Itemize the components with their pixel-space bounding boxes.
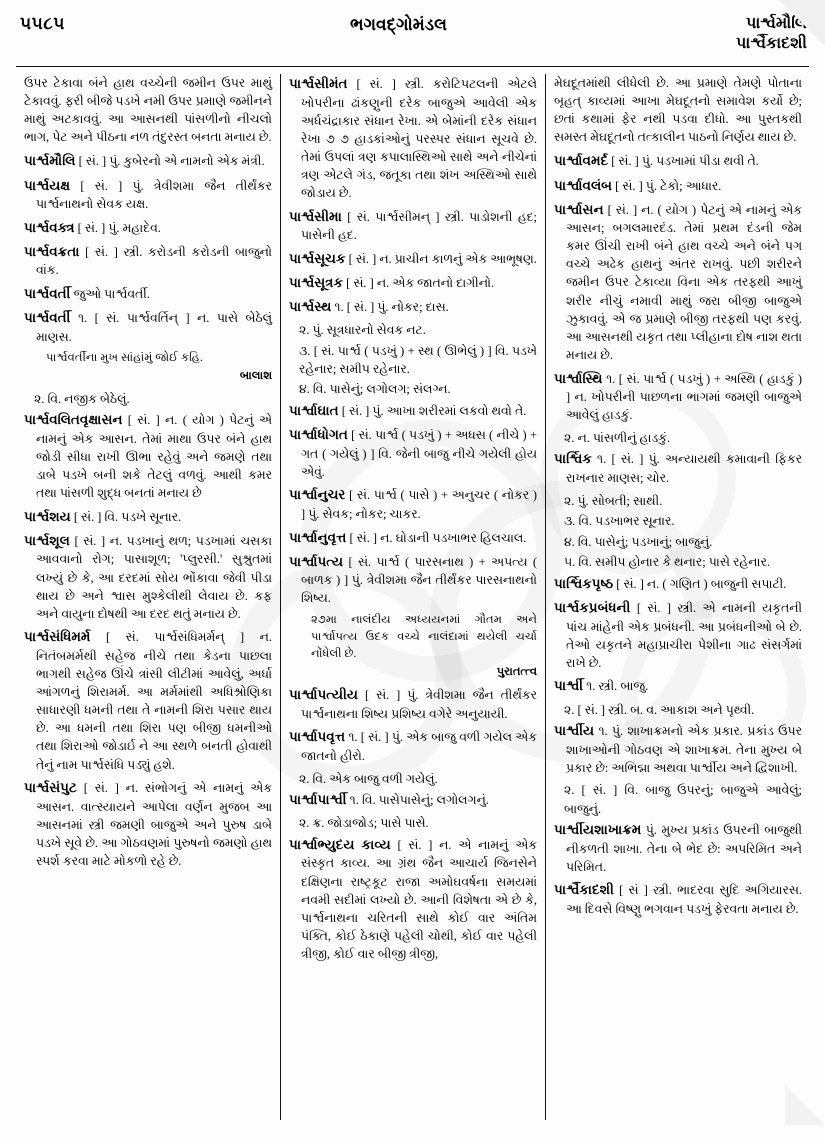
dictionary-entry: [289, 207, 537, 245]
entry-definition: [ સં. ] પું. કુબેરનો એ નામનો એક મંત્રી.: [75, 154, 265, 169]
dictionary-entry: [554, 176, 802, 196]
entry-definition: [ સં. ] ન. પ્રાચીન કાળનું એક આભૂષણ.: [345, 251, 537, 266]
entry-definition: [ સં. પાર્શ્વ ( પડખું ) + અધસ ( નીચે ) + ગત ( ગયેલું ) ] વિ. જેની બાજુ નીચે ગયેલી હોય એવું.: [301, 428, 537, 479]
dictionary-entry: [24, 308, 272, 346]
entry-headword: પાર્શ્વસંપુટ: [24, 780, 77, 796]
dictionary-entry: [289, 727, 537, 765]
dictionary-entry: [554, 151, 802, 171]
entry-definition: ૧. [ સં. ] પું. નોકર; દાસ.: [331, 300, 449, 315]
entry-definition: [ સં. પાર્શ્વસીમન્ ] સ્ત્રી. પાડોશની હદ; પાસેની હદ.: [301, 209, 537, 243]
entry-headword: પાર્શ્વિકપૃષ્ઠ: [554, 576, 614, 591]
entry-sense: ૫. વિ. સમીપ હોનાર કે થનાર; પાસે રહેનાર.: [564, 555, 770, 570]
entry-headword: પાર્શ્વાવલંબ: [554, 177, 613, 193]
dictionary-entry: [554, 880, 802, 918]
entry-headword: પાર્શ્વવર્તી: [24, 285, 71, 301]
entry-headword: પાર્શ્વીય: [554, 723, 595, 739]
entry-definition: [ સં. પાર્શ્વ ( પાસે ) + અનુચર ( નોકર ) ] પું. સેવક; નોકર; ચાકર.: [301, 488, 537, 521]
dictionary-entry: [289, 790, 537, 810]
dictionary-entry: [289, 74, 537, 202]
entry-headword: પાર્શ્વાપાર્શ્વી: [289, 792, 347, 808]
dictionary-entry: [289, 401, 537, 421]
dictionary-entry: [554, 449, 802, 487]
entry-headword: પાર્શ્વીયશાખાક્રમ: [554, 822, 642, 838]
entry-headword: પાર્શ્વયક્ષ: [24, 177, 71, 193]
entry-headword: પાર્શ્વશૂલ: [24, 532, 70, 548]
entry-sense: ૨. ન. પાંસળીનું હાડકું.: [564, 430, 671, 445]
dictionary-entry: [289, 485, 537, 523]
dictionary-entry: [24, 507, 272, 527]
dictionary-entry: [289, 273, 537, 293]
entry-sense: ૪. વિ. પાસેનું; લગોલગ; સંલગ્ન.: [299, 382, 451, 397]
entry-definition: [ સં. ] સ્ત્રી. એ નામની યકૃતની પાંચ માંહેની એક પ્રબંધની. આ પ્રબંધનીઓ બે છે. તેઓ યકૃતને મહાપ્રાચીરા પેશીના ગાઢ સંસર્ગમાં રાખે છે.: [566, 601, 802, 670]
entry-headword: પાર્શ્વશય: [24, 508, 71, 524]
entry-headword: પાર્શ્વસંધિમર્મ: [24, 629, 91, 645]
entry-headword: પાર્શ્વસીમા: [289, 208, 342, 224]
continued-paragraph: મેઘદૂતમાંથી લીધેલી છે. આ પ્રમાણે તેમણે પોતાના બૃહત્ કાવ્યમાં આખા મેઘદૂતનો સમાવેશ કર્યો છે; છતાં કથામાં ફેર નથી પડવા દીધો. આ પુસ્તકથી સમસ્ત મેઘદૂતનો તત્કાલીન પાઠનો નિર્ણય થાય છે.: [554, 76, 802, 145]
column-1: [16, 74, 281, 1120]
dictionary-entry: [554, 598, 802, 672]
entry-sense: ૨. [ સં. ] વિ. બાજુ ઉપરનું; બાજુએ આવેલું; બાજુનું.: [564, 783, 802, 816]
dictionary-entry: [24, 778, 272, 870]
entry-headword: પાર્શ્વસૂત્રક: [289, 274, 344, 290]
entry-definition: [ સં. ] ન. ઘોડાની પડખાભર હિલચાલ.: [346, 530, 527, 545]
entry-headword: પાર્શ્વાભ્યુદય કાવ્ય: [289, 836, 391, 852]
entry-definition: [ સં. ] ન. ( યોગ ) પેટનું એ નામનું એક આસન. તેમાં માથા ઉપર બંને હાથ જોડી સીધા રાખી ઊભા રહેવું અને જમણે તથા ડાબે પડખે બની શકે તેટલું વળવું. આથી કમર તથા પાંસળી શુદ્ધ બનતાં મનાય છે: [36, 413, 272, 501]
entry-headword: પાર્શ્વવલિતવૃક્ષાસન: [24, 412, 123, 428]
dictionary-entry: [554, 676, 802, 696]
entry-headword: પાર્શ્વી: [554, 678, 584, 694]
running-head-first: પાર્શ્વમૌલિ: [745, 15, 807, 32]
entry-sense: ૨. ક્ર. જોડાજોડ; પાસે પાસે.: [299, 816, 429, 831]
entry-headword: પાર્શ્વૈકાદશી: [554, 882, 614, 898]
running-headwords: [657, 14, 807, 54]
header-divider-rule: [16, 66, 809, 67]
dictionary-entry: [554, 820, 802, 876]
entry-headword: પાર્શ્વસ્થ: [289, 299, 332, 315]
entry-headword: પાર્શ્વકપ્રબંધની: [554, 600, 631, 616]
entry-headword: પાર્શ્વસૂચક: [289, 250, 346, 266]
dictionary-entry: [554, 721, 802, 777]
entry-definition: ૧. [ સં. પાર્શ્વવર્તિન્ ] ન. પાસે બેઠેલું માણસ.: [36, 310, 272, 344]
dictionary-entry: [554, 369, 802, 425]
entry-sense: ૪. વિ. પાસેનું; પડખાનું; બાજુનું.: [564, 534, 713, 549]
entry-sense: ૨. પું. સૂત્રધારનો સેવક નટ.: [299, 323, 426, 338]
dictionary-entry: [24, 284, 272, 304]
entry-definition: ૧. સ્ત્રી. બાજુ.: [583, 679, 649, 694]
citation-source: પુરાતત્ત્વ: [496, 665, 537, 678]
entry-definition: [ સં. પાર્શ્વસંધિમર્મન્ ] ન. નિતંબમર્મથી સહેજ નીચે તથા કેડના પાછલા ભાગથી સહેજ ઊંચે ત્રાંસી લીટીમાં આવેલું, અર્ધા આંગળનું શિરામર્મ. આ મર્મમાંથી અધિશ્રોણિકા સાધારણી ધમની તથા તે નામની શિરા પસાર થાય છે. આ ધમની તથા શિરા પણ બીજી ધમનીઓ તથા શિરાઓ જોડાર્ઇ ને આ સ્થળે બનતી હોવાથી તેનું નામ પાર્શ્વસંધિ પડ્યું હશે.: [36, 630, 272, 772]
entry-headword: પાર્શ્વસીમંત: [289, 76, 348, 91]
entry-definition: [ સં. ] પું. ટેકો; આધાર.: [612, 178, 722, 193]
dictionary-entry: [289, 685, 537, 723]
entry-headword: પાર્શ્વાવમર્દ: [554, 153, 609, 169]
entry-sense: ૨. [ સં. ] સ્ત્રી. બ. વ. આકાશ અને પૃથ્વી.: [564, 702, 755, 717]
dictionary-entry: [24, 218, 272, 238]
dictionary-entry: [24, 242, 272, 280]
entry-definition: [ સં. ] વિ. પડખે સૂનાર.: [70, 509, 182, 524]
entry-headword: પાર્શ્વાપત્યીય: [289, 687, 358, 703]
entry-headword: પાર્શ્વાસન: [554, 201, 604, 217]
entry-headword: પાર્શ્વાપત્ય: [289, 553, 344, 569]
dictionary-entry: [554, 200, 802, 364]
dictionary-entry: [24, 410, 272, 502]
book-title: ભગવદ્ગોમંડલ: [350, 15, 447, 34]
entry-definition: [ સં. ] ન. પડખાનું થળ; પડખામાં ચસકા આવવાનો રોગ; પાસાશૂળ; 'પ્લુરસી.' સુશ્રુતમાં લખ્યું છે કે, આ દરદમાં સોય ભોંકાવા જેવી પીડા થાય છે અને શ્વાસ મુશ્કેલીથી લેવાય છે. કફ અને વાયુના દોષથી આ દરદ થતું મનાય છે.: [36, 533, 272, 621]
entry-definition: [ સં. ] પું. પડખામાં પીડા થવી તે.: [608, 154, 759, 169]
running-head-last: પાર્શ્વૈકાદશી: [736, 35, 807, 52]
entry-headword: પાર્શ્વમૌલિ: [24, 153, 76, 169]
entry-sense: ૨. વિ. એક બાજુ વળી ગયેલું.: [299, 771, 438, 786]
entry-headword: પાર્શ્વાસ્થિ: [554, 370, 603, 386]
entry-definition: [ સં. ] સ્ત્રી. કરોડની કરોડની બાજુનો વાંક.: [36, 244, 272, 278]
dictionary-entry: [24, 531, 272, 623]
dictionary-entry: [554, 574, 802, 594]
dictionary-entry: [289, 528, 537, 548]
entry-definition: [ સં. પાર્શ્વ ( પારસનાથ ) + અપત્ય ( બાળક ) ] પું. ત્રેવીશમા જૈન તીર્થંકર પારસનાથનો શિષ્ય.: [301, 554, 537, 606]
entry-definition: [ સં ] સ્ત્રી. ભાદરવા સુદિ અગિયારસ. આ દિવસે વિષ્ણુ ભગવાન પડખું ફેરવતા મનાય છે.: [566, 883, 802, 916]
entry-definition: [ સં. ] ન. એક જાતનો દાગીનો.: [343, 275, 495, 290]
entry-definition: [ સં. ] પું. મહાદેવ.: [74, 220, 161, 235]
entry-definition: ૧. [ સં. ] પું. અન્યાયથી કમાવાની ફિકર રાખનાર માણસ; ચોર.: [566, 452, 802, 485]
entry-citation: પાર્શ્વવર્તીના મુખ સાંહાંમું જોઈ કહિ.: [46, 351, 203, 365]
entry-headword: પાર્શ્વાધોગત: [289, 427, 348, 443]
entry-definition: ૧. પું. શાખાક્રમનો એક પ્રકાર. પ્રકાંડ ઉપર શાખાઓની ગોઠવણ એ શાખાક્રમ. તેના મુખ્ય બે પ્રકાર છે: અભિદ્મા અથવા પાર્શ્વીય અને દ્વિશાખી.: [566, 724, 802, 775]
entry-definition: જુઓ પાર્શ્વવર્તી.: [70, 286, 150, 301]
dictionary-entry: [289, 425, 537, 481]
entry-sense: ૨. વિ. નજીક બેઠેલું.: [34, 391, 130, 406]
dictionary-entry: [24, 627, 272, 773]
entry-definition: ૧. [ સં. પાર્શ્વ ( પડખું ) + અસ્થિ ( હાડકું ) ] ન. ખોપરીની પાછળના ભાગમાં જમણી બાજુએ આવેલું હાડકું.: [566, 371, 802, 423]
entry-definition: [ સં. ] ન. એ નામનું એક સંસ્કૃત કાવ્ય. આ ગ્રંથ જૈન આચાર્ય જિનસેને દક્ષિણના રાષ્ટ્રકૂટ રાજા અમોઘવર્ષના સમયમાં નવમી સદીમાં લખ્યો છે. આની વિશેષતા એ છે કે, પાર્શ્વનાથના ચરિતની સાથે કોઈ વાર અંતિમ પંક્તિ, કોઈ ઠેકાણે પહેલી ચોથી, કોઈ વાર પહેલી ત્રીજી, કોઈ વાર બીજી ત્રીજી,: [301, 837, 537, 962]
citation-source: બાલાશ: [239, 370, 272, 383]
dictionary-entry: [289, 835, 537, 963]
entry-definition: [ સં. ] સ્ત્રી. કરોટિપટલની એટલે ખોપરીના ઢાંકણુની દરેક બાજુએ આવેલી એક અર્ધચંદ્રાકાર સંધાન રેખા. એ બેમાંની દરેક સંધાન રેખા ૭ ૭ હાડકાંઓનું પરસ્પર સંધાન સૂચવે છે. તેમાં ઉપલાં ત્રણ કપાલાસ્થિઓ સાથે અને નીચેનાં ત્રણ એટલે ગંડ, જતૂકા તથા શંખ અસ્થિઓ સાથે જોડાય છે.: [301, 77, 537, 201]
entry-sense: ૩. [ સં. પાર્શ્વ ( પડખું ) + સ્થ ( ઊભેલું ) ] વિ. પડખે રહેનાર; સમીપ રહેનાર.: [299, 343, 537, 376]
entry-definition: [ સં. ] ન. ( ગણિત ) બાજુની સપાટી.: [613, 577, 787, 591]
entry-headword: પાર્શ્વાપવૃત્ત: [289, 729, 346, 745]
entry-headword: પાર્શ્વાનુચર: [289, 487, 346, 503]
entry-citation: ૨૭મા નાલંદીય અધ્યયનમાં ગૌતમ અને પાર્શ્વાપત્ય ઉદક વચ્ચે નાલંદામાં થયેલી ચર્ચા નોંધેલી છે.: [311, 612, 537, 660]
entry-definition: [ સં. ] પું. આખા શરીરમાં લકવો થવો તે.: [338, 404, 527, 419]
page-header: [0, 0, 825, 62]
entry-definition: પું. મુખ્ય પ્રકાંડ ઉપરની બાજુથી નીકળતી શાખા. તેના બે ભેદ છે: અપરિમિત અને પરિમિત.: [566, 823, 802, 874]
entry-headword: પાર્શ્વાઘાત: [289, 403, 339, 419]
entry-headword: પાર્શ્વિક: [554, 451, 592, 467]
entry-definition: [ સં. ] પું. ત્રેવીશમા જૈન તીર્થંકર પાર્શ્વનાથના શિષ્ય પ્રશિષ્ય વગેરે અનુયાયી.: [301, 688, 537, 721]
entry-definition: [ સં. ] ન. સંભોગનું એ નામનું એક આસન. વાત્સ્યાયને આપેલા વર્ણન મુજબ આ આસનમાં સ્ત્રી જમણી બાજુએ અને પુરુષ ડાબે પડખે સૂવે છે. આ ગોઠવણમાં પુરુષનો જમણો હાથ સ્પર્શ કરવા માટે મોકળો રહે છે.: [36, 781, 272, 869]
entry-definition: [ સં. ] ન. ( યોગ ) પેટનું એ નામનું એક આસન; બગલમારદંડ. તેમાં પ્રથમ દંડની જેમ કમર ઊંચી રાખી બંને હાથ વચ્ચે અને બંને પગ વચ્ચે અઢેક હાથનું અંતર રાખવું. પછી શરીરને જમીન ઉપર ટેકાવ્યા વિના એક તરફથી આખું શરીર નીચું નમાવી માથું જરા બીજી બાજુએ ઝુકાવવું. એ જ પ્રમાણે બીજી તરફથી પણ કરવું. આ આસનથી યકૃત તથા પ્લીહાના દોષ નાશ થતા મનાય છે.: [566, 202, 802, 362]
continued-paragraph: ઉપર ટેકાવા બંને હાથ વચ્ચેની જમીન ઉપર માથું ટેકાવવું. ફરી બીજે પડખે નમી ઉપર પ્રમાણે જમીનને માથું અટકાવવું. આ આસનથી પાંસળીનો નીચલો ભાગ, પેટ અને પીઠના નળ તંદુરસ્ત બનતા મનાય છે.: [24, 76, 272, 145]
dictionary-entry: [24, 176, 272, 214]
page-number: ૫૫૮૫: [20, 14, 65, 33]
entry-headword: પાર્શ્વવર્તી: [24, 309, 71, 325]
entry-headword: પાર્શ્વવક્રતા: [24, 243, 80, 259]
column-3: [546, 74, 810, 1120]
entry-headword: પાર્શ્વવક્ત્ર: [24, 219, 75, 235]
column-2: [281, 74, 546, 1120]
entry-definition: [ સં. ] પું. ત્રેવીશમા જૈન તીર્થંકર પાર્શ્વનાથનો સેવક યક્ષ.: [36, 178, 272, 212]
dictionary-entry: [289, 249, 537, 269]
dictionary-entry: [24, 151, 272, 171]
entry-sense: ૨. પું. સોબતી; સાથી.: [564, 493, 663, 508]
entry-definition: ૧. વિ. પાસેપાસેનું; લગોલગનું.: [346, 793, 489, 808]
entry-definition: ૧. [ સં. ] પું. એક બાજુ વળી ગયેલ એક જાતનો હીરો.: [301, 730, 537, 764]
text-columns: [16, 74, 810, 1120]
dictionary-entry: [289, 552, 537, 608]
dictionary-entry: [289, 297, 537, 317]
entry-sense: ૩. વિ. પડખાભર સૂનાર.: [564, 514, 675, 529]
entry-headword: પાર્શ્વાનુવૃત્ત: [289, 529, 347, 545]
